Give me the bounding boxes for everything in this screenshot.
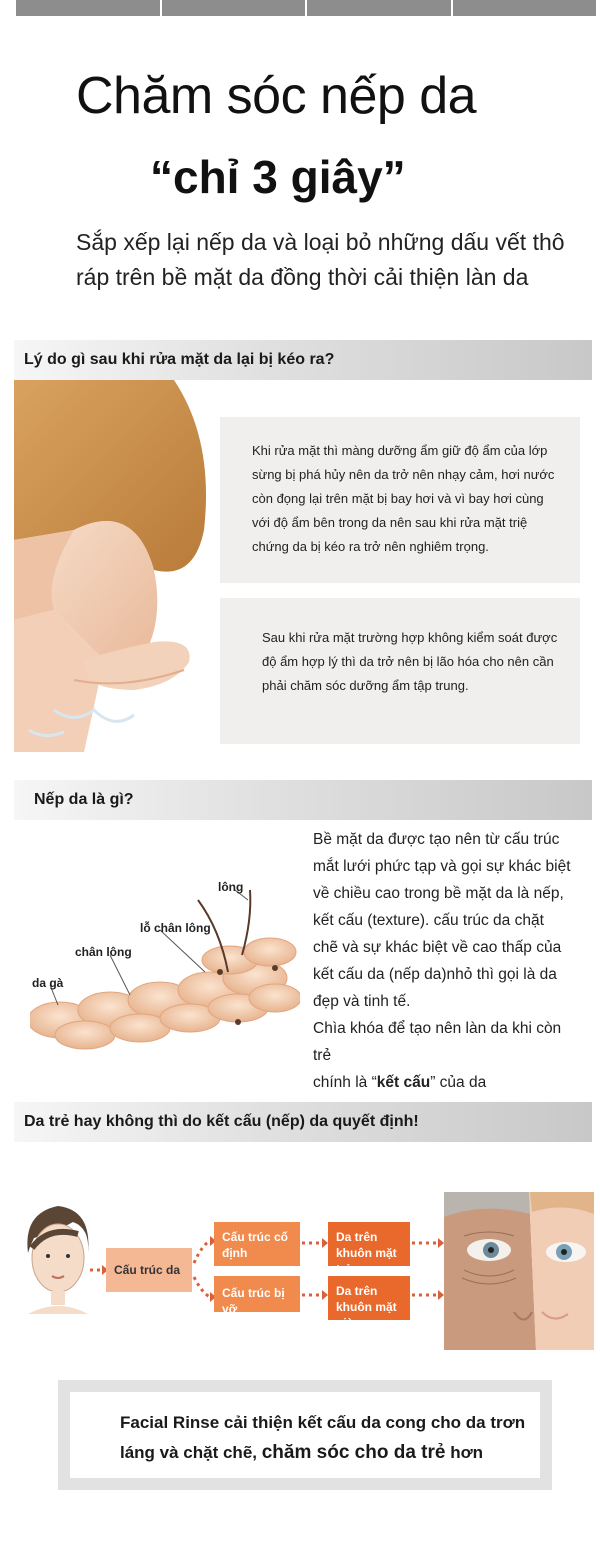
texture-p3-pre: chính là “ bbox=[313, 1074, 377, 1091]
top-nav-tab-2[interactable] bbox=[162, 0, 308, 16]
top-nav-tab-3[interactable] bbox=[307, 0, 453, 16]
label-goosebump: da gà bbox=[32, 976, 64, 990]
texture-p3-bold: kết cấu bbox=[376, 1074, 431, 1091]
flow-node-young-face: Da trên khuôn mặt trẻ bbox=[328, 1222, 410, 1266]
label-hair: lông bbox=[218, 880, 244, 894]
skin-texture-diagram bbox=[30, 860, 300, 1050]
label-root: chân lông bbox=[75, 945, 132, 959]
top-nav-tab-4[interactable] bbox=[453, 0, 597, 16]
texture-paragraph-1: Bề mặt da được tạo nên từ cấu trúc mắt lưới phức tạp và gọi sự khác biệt về chiều cao trong bề mặt da là nếp, kết cấu (texture). cấu trúc da chặt chẽ và sự khác biệt về cao thấp của kết cấu da (nếp da)nhỏ thì gọi là da đẹp và tinh tế. bbox=[313, 831, 571, 1010]
flow-node-skin-structure: Cấu trúc da bbox=[106, 1248, 192, 1292]
flow-node-old-face: Da trên khuôn mặt già bbox=[328, 1276, 410, 1320]
page-title-highlight: “chỉ 3 giây” bbox=[150, 151, 406, 203]
section-heading-what bbox=[14, 780, 592, 820]
section-heading-young: Da trẻ hay không thì do kết cấu (nếp) da quyết định! bbox=[14, 1102, 592, 1142]
summary-frame bbox=[58, 1380, 552, 1490]
summary-line-1: Facial Rinse cải thiện kết cấu da cong cho da trơn láng và chặt chẽ, bbox=[120, 1413, 526, 1462]
page-title: Chăm sóc nếp da bbox=[76, 67, 477, 125]
summary-line-end: hơn bbox=[445, 1443, 484, 1462]
section-heading-what-text: Nếp da là gì? bbox=[34, 791, 134, 808]
top-nav bbox=[16, 0, 596, 16]
flow-node-broken-structure: Cấu trúc bị vỡ bbox=[214, 1276, 300, 1312]
old-young-face-comparison-image bbox=[444, 1192, 594, 1350]
texture-paragraph-2: Chìa khóa để tạo nên làn da khi còn trẻ bbox=[313, 1020, 562, 1064]
texture-p3-post: ” của da bbox=[430, 1074, 487, 1091]
explanation-box-1: Khi rửa mặt thì màng dưỡng ẩm giữ độ ẩm của lớp sừng bị phá hủy nên da trở nên nhạy cảm, hơi nước còn đọng lại trên mặt bị bay hơi và vì bay hơi cùng với độ ẩm bên trong da nên sau khi rửa mặt triệ chứng da bị kéo ra trở nên nghiêm trọng. bbox=[220, 417, 580, 583]
explanation-box-2: Sau khi rửa mặt trường hợp không kiểm soát được độ ẩm hợp lý thì da trở nên bị lão hóa cho nên cần phải chăm sóc dưỡng ẩm tập trung. bbox=[220, 598, 580, 744]
summary-emphasis: chăm sóc cho da trẻ bbox=[261, 1442, 446, 1463]
woman-face-illustration bbox=[18, 1198, 96, 1314]
texture-paragraph-3 bbox=[313, 1069, 573, 1096]
woman-washing-face-image bbox=[14, 380, 224, 752]
texture-explanation bbox=[313, 826, 573, 1096]
flow-node-fixed-structure: Cấu trúc cố định bbox=[214, 1222, 300, 1266]
section-heading-why: Lý do gì sau khi rửa mặt da lại bị kéo ra? bbox=[14, 340, 592, 380]
page-subtitle: Sắp xếp lại nếp da và loại bỏ những dấu vết thô ráp trên bề mặt da đồng thời cải thiện làn da bbox=[76, 229, 565, 290]
summary-box bbox=[70, 1392, 540, 1478]
label-pore: lỗ chân lông bbox=[140, 921, 211, 935]
top-nav-tab-1[interactable] bbox=[16, 0, 162, 16]
